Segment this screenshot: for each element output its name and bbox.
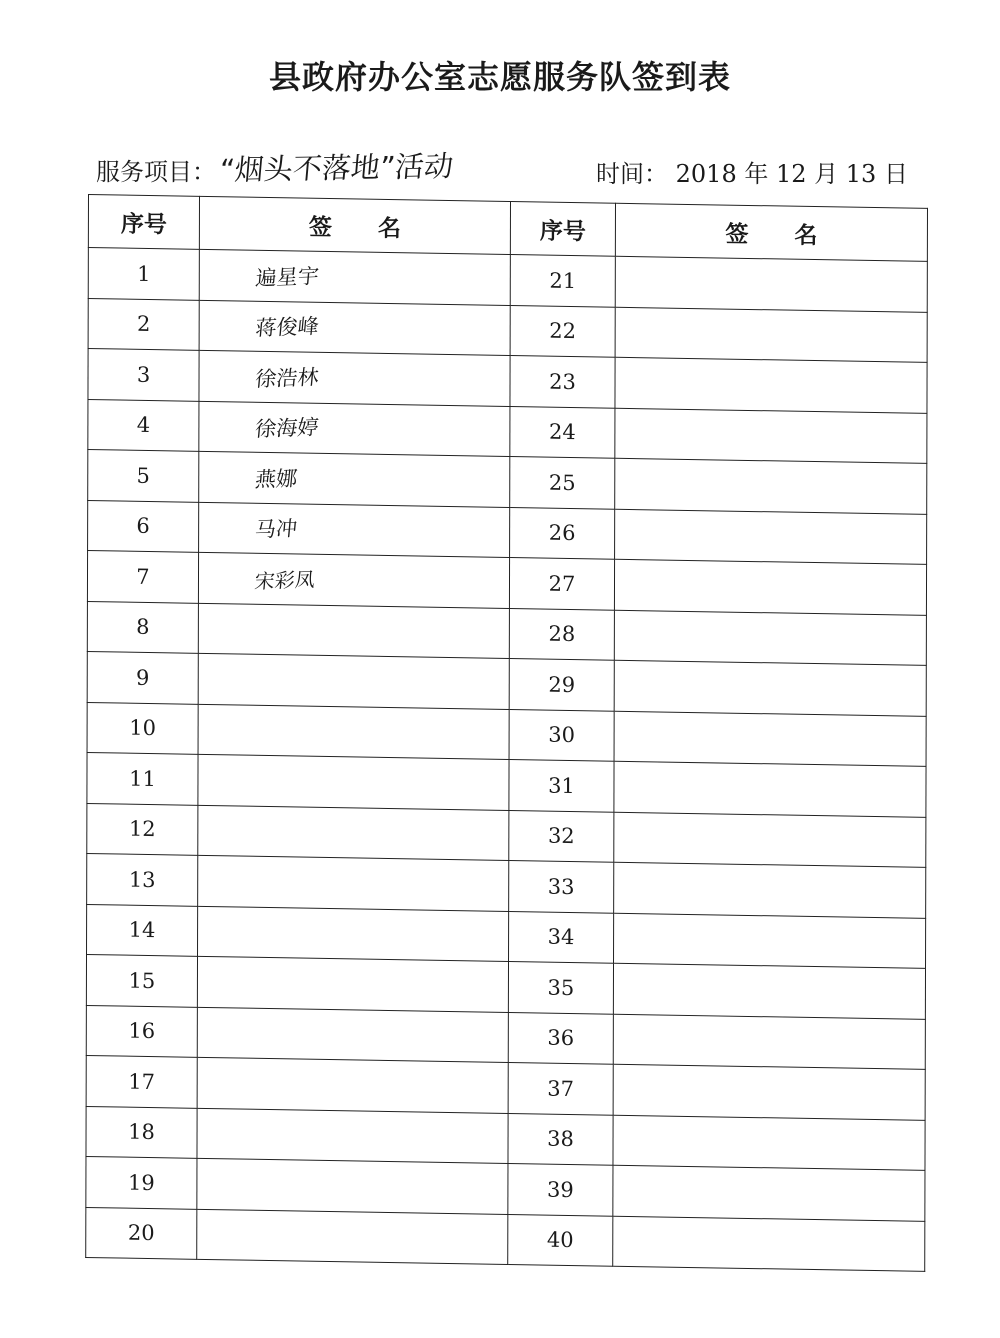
row-no-left-text: 19 <box>128 1170 155 1195</box>
row-no-right <box>508 1012 613 1064</box>
signature-left <box>198 754 509 810</box>
row-no-right-text: 31 <box>548 773 575 798</box>
row-no-left-text: 4 <box>136 413 151 438</box>
row-no-left-text: 7 <box>136 564 150 589</box>
row-no-right <box>510 456 615 508</box>
row-no-right-text: 35 <box>547 975 575 1000</box>
signature-right <box>614 660 926 716</box>
row-no-left <box>87 550 198 602</box>
row-no-left-text: 1 <box>137 261 151 286</box>
signature-right <box>615 458 927 514</box>
row-no-left <box>86 1005 197 1057</box>
row-no-right <box>508 961 613 1013</box>
row-no-left <box>87 651 198 703</box>
row-no-left <box>86 1055 197 1107</box>
row-no-right <box>510 406 615 458</box>
row-no-left <box>87 803 198 855</box>
row-no-left-text: 17 <box>128 1069 156 1094</box>
row-no-left <box>86 954 197 1006</box>
row-no-left-text: 16 <box>128 1018 156 1044</box>
row-no-left <box>86 1106 197 1158</box>
signature-left <box>197 1108 508 1164</box>
signature-right <box>613 1115 925 1171</box>
row-no-right <box>509 911 614 963</box>
header-no-right: 序号 <box>510 202 615 257</box>
row-no-right <box>508 1163 613 1215</box>
row-no-right-text: 28 <box>548 621 576 647</box>
signature-left-text: 遍星宇 <box>254 263 320 291</box>
row-no-right-text: 36 <box>547 1025 575 1051</box>
signature-left-text: 马冲 <box>253 516 299 543</box>
row-no-right-text: 32 <box>547 823 575 849</box>
row-no-right-text: 33 <box>547 874 575 899</box>
signature-left <box>199 249 510 305</box>
row-no-right <box>509 810 614 862</box>
row-no-left-text: 13 <box>128 867 156 892</box>
row-no-right-text: 37 <box>547 1076 575 1101</box>
row-no-right-text: 22 <box>549 318 577 344</box>
signature-left <box>198 906 509 962</box>
row-no-left <box>88 349 199 401</box>
header-sign-left: 签 名 <box>199 196 510 254</box>
signature-left <box>199 401 510 457</box>
row-no-left <box>87 752 198 804</box>
row-no-left <box>88 399 199 451</box>
signature-right <box>614 559 926 615</box>
row-no-right-text: 25 <box>548 470 576 495</box>
row-no-left-text: 2 <box>136 312 151 337</box>
signature-right <box>614 761 926 817</box>
row-no-right <box>509 557 614 609</box>
row-no-right <box>510 507 615 559</box>
row-no-left <box>88 449 199 501</box>
signature-right <box>613 963 925 1019</box>
signature-left <box>198 552 509 608</box>
signature-right <box>613 1064 925 1120</box>
row-no-left <box>87 853 198 905</box>
row-no-right-text: 38 <box>547 1126 574 1152</box>
signature-left-text: 蒋俊峰 <box>254 314 320 341</box>
signature-left <box>197 956 508 1012</box>
row-no-right-text: 27 <box>548 571 576 596</box>
row-no-left-text: 6 <box>136 514 150 539</box>
signature-left <box>198 704 509 760</box>
row-no-left <box>88 298 199 350</box>
signature-right <box>614 812 926 868</box>
signature-left-text: 宋彩凤 <box>253 567 317 594</box>
header-sign-right: 签 名 <box>615 203 927 261</box>
row-no-left-text: 18 <box>128 1119 155 1145</box>
service-project <box>96 146 453 187</box>
signature-right <box>614 862 926 918</box>
row-no-right <box>510 305 615 357</box>
row-no-right <box>508 1113 613 1165</box>
row-no-right-text: 23 <box>549 369 576 394</box>
row-no-left-text: 15 <box>128 968 156 993</box>
signature-left <box>198 653 509 709</box>
row-no-left-text: 14 <box>128 917 156 943</box>
signature-right <box>615 408 927 464</box>
sign-in-table <box>85 194 928 1272</box>
sign-date-value: 2018 年 12 月 13 日 <box>675 160 908 188</box>
signature-left <box>199 502 510 558</box>
row-no-left <box>88 248 199 300</box>
service-project-label: 服务项目： <box>96 158 216 186</box>
row-no-left <box>88 500 199 552</box>
row-no-right <box>509 608 614 660</box>
signature-left <box>197 1209 508 1265</box>
row-no-right-text: 34 <box>547 924 575 950</box>
row-no-right-text: 39 <box>547 1177 574 1202</box>
row-no-right-text: 40 <box>546 1227 574 1253</box>
sign-date <box>596 154 908 189</box>
signature-right <box>613 1014 925 1070</box>
row-no-right-text: 29 <box>548 672 576 697</box>
signature-left-text: 徐海婷 <box>254 415 320 442</box>
row-no-right <box>509 658 614 710</box>
signature-right <box>613 1216 925 1272</box>
row-no-left-text: 10 <box>129 715 156 741</box>
row-no-left-text: 9 <box>136 665 150 690</box>
signature-left-text: 燕娜 <box>253 466 299 492</box>
sign-date-label: 时间： <box>596 160 668 188</box>
signature-left <box>198 805 509 861</box>
row-no-left <box>87 601 198 653</box>
service-project-value: “烟头不落地”活动 <box>218 148 455 188</box>
signature-left <box>197 1057 508 1113</box>
signature-left <box>197 1007 508 1063</box>
signature-right <box>613 1165 925 1221</box>
signature-right <box>614 913 926 969</box>
row-no-left <box>86 1156 197 1208</box>
signature-left <box>199 451 510 507</box>
signature-left <box>198 603 509 659</box>
row-no-right <box>508 1214 613 1266</box>
signature-right <box>615 509 927 565</box>
row-no-right-text: 30 <box>548 722 575 748</box>
signature-left <box>199 350 510 406</box>
row-no-right-text: 21 <box>549 268 577 293</box>
row-no-left-text: 3 <box>136 362 151 387</box>
signature-left <box>197 1158 508 1214</box>
page-title: 县政府办公室志愿服务队签到表 <box>268 58 731 96</box>
row-no-right <box>509 709 614 761</box>
row-no-left <box>86 1207 197 1259</box>
signature-right <box>615 307 927 363</box>
row-no-left-text: 8 <box>136 615 150 640</box>
row-no-left <box>87 904 198 956</box>
row-no-right-text: 24 <box>548 419 576 445</box>
row-no-right <box>509 759 614 811</box>
row-no-right <box>509 860 614 912</box>
row-no-left-text: 5 <box>136 463 150 488</box>
row-no-right <box>510 255 615 307</box>
signature-left-text: 徐浩林 <box>254 364 320 392</box>
row-no-left-text: 20 <box>127 1220 155 1246</box>
signature-right <box>615 357 927 413</box>
row-no-left-text: 11 <box>129 766 156 791</box>
row-no-left <box>87 702 198 754</box>
row-no-right <box>510 355 615 407</box>
signature-right <box>615 256 927 312</box>
signature-right <box>614 711 926 767</box>
header-no-left: 序号 <box>88 195 199 250</box>
signature-left <box>199 300 510 356</box>
signature-left <box>198 855 509 911</box>
row-no-right <box>508 1062 613 1114</box>
row-no-left-text: 12 <box>128 816 156 842</box>
signature-right <box>614 610 926 666</box>
row-no-right-text: 26 <box>548 520 576 546</box>
